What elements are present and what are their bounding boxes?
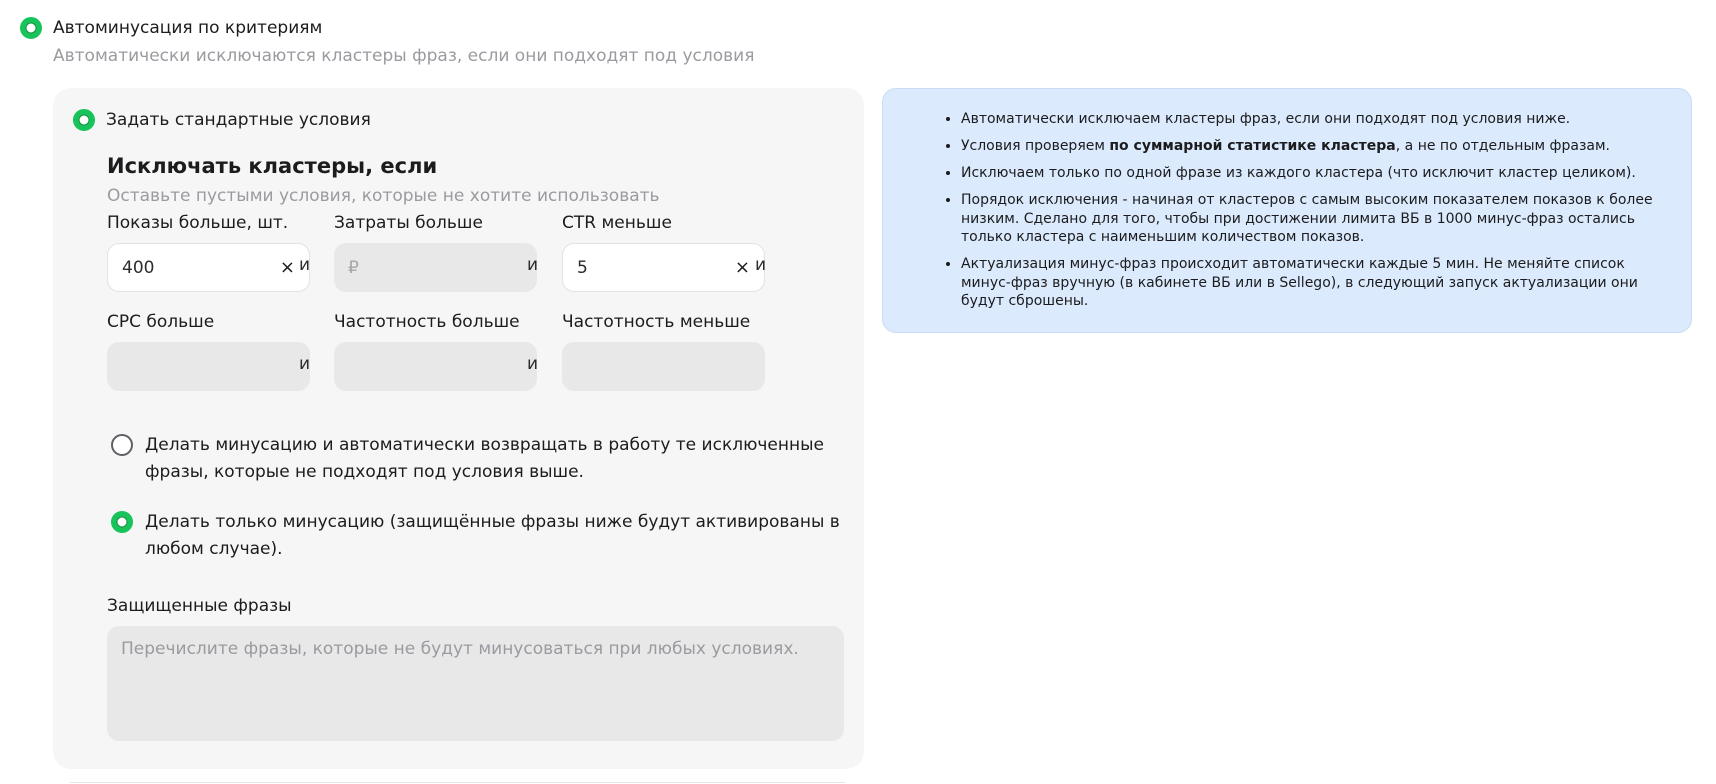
info-box	[882, 88, 1692, 333]
info-item: • Автоматически исключаем кластеры фраз, если они подходят под условия ниже.	[961, 110, 1661, 129]
protected-label: Защищенные фразы	[107, 596, 292, 616]
ctr-label: CTR меньше	[562, 213, 672, 233]
conj-and: и	[299, 255, 311, 275]
auto-minus-radio[interactable]	[20, 17, 42, 39]
section-hint: Оставьте пустыми условия, которые не хотите использовать	[107, 186, 660, 206]
conditions-panel	[53, 88, 864, 769]
auto-minus-subtitle: Автоматически исключаются кластеры фраз, если они подходят под условия	[53, 46, 755, 66]
shows-input[interactable]	[107, 243, 310, 292]
protected-textarea[interactable]	[107, 626, 844, 741]
freq-less-input[interactable]	[562, 342, 765, 391]
freq-less-label: Частотность меньше	[562, 312, 751, 332]
divider	[70, 782, 845, 783]
costs-input[interactable]	[334, 243, 537, 292]
info-list	[883, 89, 1691, 311]
info-item: • Исключаем только по одной фразе из каждого кластера (что исключит кластер целиком).	[961, 164, 1661, 183]
return-phrases-text: Делать минусацию и автоматически возвращать в работу те исключенные фразы, которые не подходят под условия выше.	[145, 435, 824, 482]
section-title: Исключать кластеры, если	[107, 154, 438, 178]
shows-value: 400	[122, 257, 155, 278]
shows-label: Показы больше, шт.	[107, 213, 289, 233]
only-minus-text: Делать только минусацию (защищённые фразы ниже будут активированы в любом случае).	[145, 512, 840, 559]
standard-conditions-option[interactable]	[73, 109, 371, 131]
standard-conditions-radio[interactable]	[73, 109, 95, 131]
ruble-icon: ₽	[348, 257, 359, 278]
freq-more-label: Частотность больше	[334, 312, 520, 332]
only-minus-option[interactable]	[111, 509, 851, 563]
conj-and: и	[299, 354, 311, 374]
conj-and: и	[527, 354, 539, 374]
return-phrases-radio[interactable]	[111, 434, 133, 456]
info-item: • Порядок исключения - начиная от кластеров с самым высоким показателем показов к более низким. Сделано для того, чтобы при достижении лимита ВБ в 1000 минус-фраз остались только кластера с наименьшим количеством показов.	[961, 191, 1661, 247]
conj-and: и	[527, 255, 539, 275]
info-item-text: , а не по отдельным фразам.	[1395, 138, 1610, 154]
info-item: • Актуализация минус-фраз происходит автоматически каждые 5 мин. Не меняйте список минус-фраз вручную (в кабинете ВБ или в Sellego), в следующий запуск актуализации они будут сброшены.	[961, 255, 1661, 311]
ctr-clear-icon[interactable]: ×	[734, 257, 750, 278]
info-item-bold: по суммарной статистике кластера	[1109, 138, 1396, 154]
conj-and: и	[755, 255, 767, 275]
standard-conditions-label: Задать стандартные условия	[106, 110, 371, 130]
return-phrases-option[interactable]	[111, 432, 851, 486]
info-item	[961, 137, 1661, 156]
info-item-text: Условия проверяем	[961, 138, 1110, 154]
ctr-input[interactable]	[562, 243, 765, 292]
cpc-input[interactable]	[107, 342, 310, 391]
auto-minus-option[interactable]	[20, 17, 322, 39]
ctr-value: 5	[577, 257, 588, 278]
costs-label: Затраты больше	[334, 213, 483, 233]
freq-more-input[interactable]	[334, 342, 537, 391]
only-minus-radio[interactable]	[111, 511, 133, 533]
cpc-label: CPC больше	[107, 312, 215, 332]
shows-clear-icon[interactable]: ×	[279, 257, 295, 278]
auto-minus-title: Автоминусация по критериям	[53, 18, 323, 38]
protected-placeholder: Перечислите фразы, которые не будут минусоваться при любых условиях.	[121, 639, 799, 659]
